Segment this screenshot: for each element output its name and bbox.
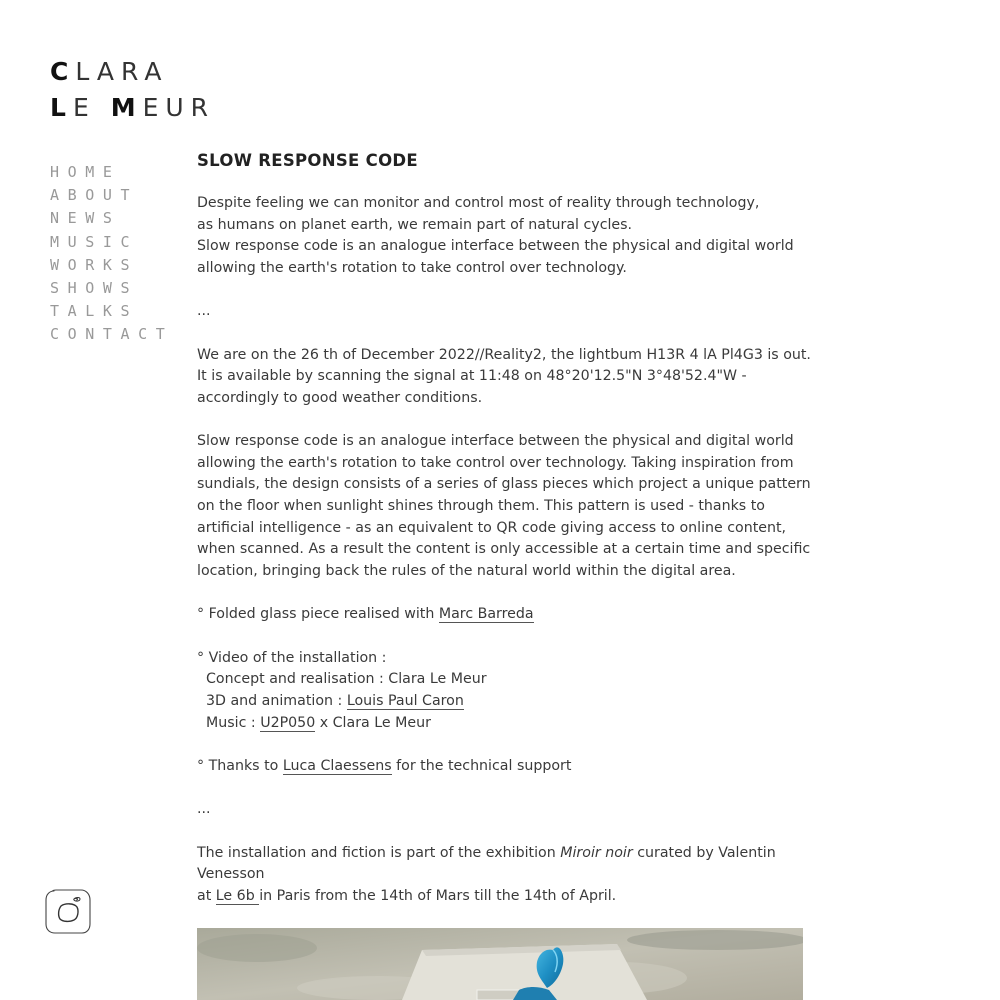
- intro-line: Slow response code is an analogue interface between the physical and digital world: [197, 238, 794, 255]
- credit-3d: [197, 691, 812, 713]
- logo-text-lara: LARA: [75, 57, 169, 86]
- logo-text-e: E: [72, 93, 111, 122]
- exhibition-dates: in Paris from the 14th of Mars till the 14th of April.: [259, 887, 617, 904]
- link-luca-claessens[interactable]: Luca Claessens: [282, 757, 392, 774]
- exhibition-text: The installation and fiction is part of the exhibition: [197, 844, 561, 861]
- intro-paragraph: [197, 193, 812, 280]
- credit-video: [197, 648, 812, 735]
- instagram-icon[interactable]: [44, 888, 92, 936]
- link-u2p050[interactable]: U2P050: [260, 714, 316, 731]
- nav-item-home[interactable]: HOME: [50, 163, 121, 181]
- credit-thanks-text: ° Thanks to: [197, 757, 283, 774]
- nav-item-talks[interactable]: TALKS: [50, 302, 139, 321]
- logo-initial-m: M: [110, 93, 143, 122]
- separator: ...: [197, 801, 211, 818]
- credit-music-text: Music :: [197, 714, 261, 731]
- nav-item-about[interactable]: ABOUT: [50, 186, 139, 205]
- logo-initial-l: L: [50, 93, 73, 122]
- nav-item-news[interactable]: NEWS: [50, 209, 121, 228]
- credit-video-heading: ° Video of the installation :: [197, 649, 387, 666]
- exhibition-curator: curated by Valentin Venesson: [197, 844, 776, 883]
- page-title: SLOW RESPONSE CODE: [197, 151, 418, 170]
- credit-glass: [197, 604, 812, 626]
- credit-thanks-suffix: for the technical support: [391, 757, 572, 774]
- description-paragraph: Slow response code is an analogue interface between the physical and digital world allowing the earth's rotation to take control over technology. Taking inspiration from sundials, the design consists of a series of glass pieces which project a unique pattern on the floor when sunlight shines through them. This pattern is used - thanks to artificial intelligence - as an equivalent to QR code giving access to online content, when scanned. As a result the content is only accessible at a certain time and specific location, bringing back the rules of the natural world within the digital area.: [197, 433, 811, 580]
- nav-item-contact[interactable]: CONTACT: [50, 325, 174, 344]
- logo-initial-c: C: [50, 57, 76, 86]
- credit-glass-text: ° Folded glass piece realised with: [197, 606, 439, 623]
- exhibition-at: at: [197, 887, 216, 904]
- nav-item-works[interactable]: WORKS: [50, 255, 139, 274]
- credit-concept: Concept and realisation : Clara Le Meur: [197, 671, 487, 688]
- exhibition-paragraph: [197, 843, 812, 908]
- main-nav: [50, 161, 173, 347]
- logo-line-1: [50, 54, 215, 90]
- nav-item-music[interactable]: MUSIC: [50, 232, 139, 251]
- announcement-paragraph: We are on the 26 th of December 2022//Reality2, the lightbum H13R 4 lA Pl4G3 is out. It is available by scanning the signal at 11:48 on 48°20'12.5"N 3°48'52.4"W - accordingly to good weather conditions.: [197, 346, 811, 406]
- site-logo[interactable]: [50, 54, 215, 126]
- credit-thanks: [197, 756, 812, 778]
- credit-music: [197, 713, 812, 735]
- intro-line: as humans on planet earth, we remain part of natural cycles.: [197, 216, 633, 233]
- logo-line-2: [50, 90, 215, 126]
- article: [197, 150, 812, 929]
- link-louis-paul-caron[interactable]: Louis Paul Caron: [346, 693, 464, 710]
- nav-item-shows[interactable]: SHOWS: [50, 279, 139, 298]
- logo-text-eur: EUR: [142, 93, 216, 122]
- link-marc-barreda[interactable]: Marc Barreda: [438, 606, 534, 623]
- intro-line: Despite feeling we can monitor and control most of reality through technology,: [197, 195, 760, 211]
- link-le-6b[interactable]: Le 6b: [215, 887, 260, 904]
- installation-photo-graphic: [197, 928, 803, 1000]
- exhibition-title: Miroir noir: [560, 844, 633, 861]
- installation-photo: [197, 928, 803, 1000]
- credit-music-suffix: x Clara Le Meur: [315, 714, 431, 731]
- intro-line: allowing the earth's rotation to take control over technology.: [197, 259, 627, 276]
- separator: ...: [197, 303, 211, 320]
- credit-3d-text: 3D and animation :: [197, 693, 347, 710]
- instagram-icon-graphic: [44, 888, 92, 936]
